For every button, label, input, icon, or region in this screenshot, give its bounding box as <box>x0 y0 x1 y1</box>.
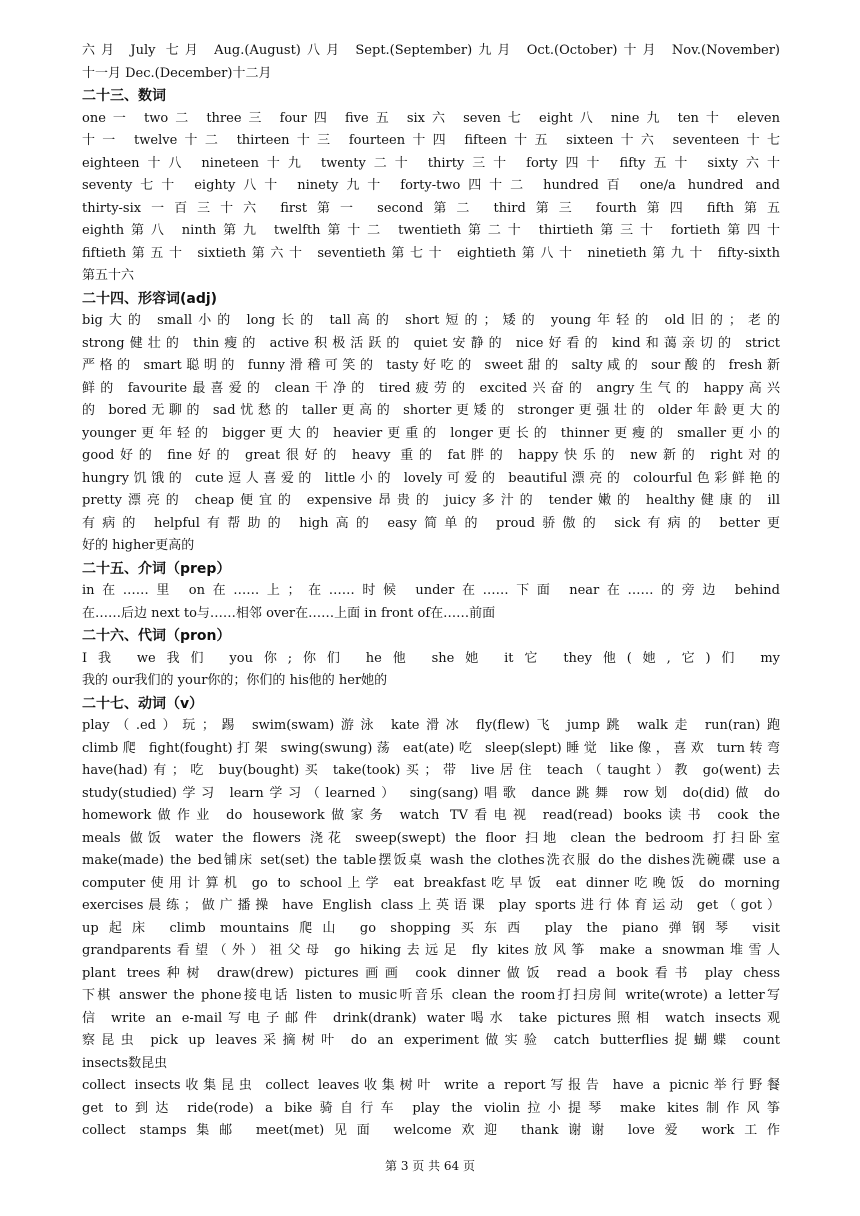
vocab-line: I我 we我们 you你;你们 he他 she她 it它 they他(她,它)们 my <box>82 650 780 666</box>
vocab-line: 信 write an e-mail写电子邮件 drink(drank) water喝水 take pictures照相 watch insects观 <box>82 1010 780 1026</box>
vocab-line: study(studied)学习 learn学习（learned） sing(sang)唱歌 dance跳舞 row划 do(did)做 do <box>82 785 780 801</box>
document-body <box>82 40 780 1143</box>
vocab-line: 严格的 smart聪明的 funny滑稽可笑的 tasty好吃的 sweet甜的 salty咸的 sour酸的 fresh新 <box>82 358 780 373</box>
vocab-line: strong健壮的 thin瘦的 active积极活跃的 quiet安静的 nice好看的 kind和蔼亲切的 strict <box>82 335 780 351</box>
vocab-line: 在……后边 next to与……相邻 over在……上面 in front of在……前面 <box>82 605 496 621</box>
vocab-line: one一 two二 three三 four四 five五 six六 seven七 eight八 nine九 ten十 eleven <box>82 110 780 126</box>
vocab-line: grandparents看望（外）祖父母 go hiking去远足 fly kites放风筝 make a snowman堆雪人 <box>82 943 780 958</box>
vocab-line: 十一月 Dec.(December)十二月 <box>82 65 272 81</box>
section-heading: 二十六、代词（pron） <box>82 628 231 644</box>
vocab-line: eighteen十八 nineteen十九 twenty二十 thirty三十 forty四十 fifty五十 sixty六十 <box>82 155 780 171</box>
vocab-line: eighth第八 ninth第九 twelfth第十二 twentieth第二十 thirtieth第三十 fortieth第四十 <box>82 223 780 238</box>
vocab-line: up起床 climb mountains爬山 go shopping买东西 play the piano弹钢琴 visit <box>82 920 780 936</box>
page-footer: 第 3 页 共 64 页 <box>385 1159 475 1173</box>
vocab-line: collect stamps集邮 meet(met)见面 welcome欢迎 thank谢谢 love爱 work工作 <box>82 1123 780 1138</box>
vocab-line: fiftieth第五十 sixtieth第六十 seventieth第七十 eightieth第八十 ninetieth第九十 fifty-sixth <box>82 245 780 261</box>
vocab-line: 的 bored无聊的 sad忧愁的 taller更高的 shorter更矮的 stronger更强壮的 older年龄更大的 <box>82 403 780 418</box>
vocab-line: 十一 twelve十二 thirteen十三 fourteen十四 fifteen十五 sixteen十六 seventeen十七 <box>82 133 780 148</box>
vocab-line: get to到达 ride(rode) a bike骑自行车 play the violin拉小提琴 make kites制作风筝 <box>82 1100 780 1116</box>
vocab-line: collect insects收集昆虫 collect leaves收集树叶 write a report写报告 have a picnic举行野餐 <box>82 1078 780 1093</box>
vocab-line: 第五十六 <box>82 268 135 283</box>
vocab-line: thirty-six一百三十六 first第一 second第二 third第三 fourth第四 fifth第五 <box>82 200 780 216</box>
vocab-line: climb爬 fight(fought)打架 swing(swung)荡 eat(ate)吃 sleep(slept)睡觉 like像，喜欢 turn转弯 <box>82 740 780 756</box>
vocab-line: 我的 our我们的 your你的；你们的 his他的 her她的 <box>82 673 388 688</box>
vocab-line: in在……里 on在……上；在……时候 under在……下面 near在……的旁边 behind <box>82 583 780 598</box>
section-heading: 二十三、数词 <box>82 88 166 104</box>
section-heading: 二十四、形容词(adj) <box>82 290 218 307</box>
vocab-line: 有病的 helpful有帮助的 high高的 easy简单的 proud骄傲的 sick有病的 better更 <box>82 515 780 531</box>
vocab-line: 下棋 answer the phone接电话 listen to music听音乐 clean the room打扫房间 write(wrote) a letter写 <box>82 988 780 1003</box>
vocab-line: 鲜的 favourite最喜爱的 clean干净的 tired疲劳的 excited兴奋的 angry生气的 happy高兴 <box>82 380 780 396</box>
vocab-line: big大的 small小的 long长的 tall高的 short短的；矮的 young年轻的 old旧的；老的 <box>82 313 780 328</box>
vocab-line: seventy七十 eighty八十 ninety九十 forty-two四十二 hundred百 one/a hundred and <box>82 178 780 193</box>
vocab-line: 察昆虫 pick up leaves采摘树叶 do an experiment做实验 catch butterflies捉蝴蝶 count <box>82 1033 780 1048</box>
vocab-line: 好的 higher更高的 <box>82 538 195 553</box>
vocab-line: younger更年轻的 bigger更大的 heavier更重的 longer更长的 thinner更瘦的 smaller更小的 <box>82 425 780 441</box>
vocab-line: make(made) the bed铺床 set(set) the table摆饭桌 wash the clothes洗衣服 do the dishes洗碗碟 use a <box>82 853 780 868</box>
vocab-line: exercises晨练；做广播操 have English class上英语课 play sports进行体育运动 get（got） <box>82 898 780 913</box>
vocab-line: hungry饥饿的 cute逗人喜爱的 little小的 lovely可爱的 beautiful漂亮的 colourful色彩鲜艳的 <box>82 470 780 486</box>
vocab-line: meals 做饭 water the flowers 浇花 sweep(swept) the floor 扫地 clean the bedroom 打扫卧室 <box>82 830 780 846</box>
vocab-line: have(had)有；吃 buy(bought)买 take(took)买；带 live居住 teach（taught）教 go(went)去 <box>82 763 780 778</box>
vocab-line: good好的 fine好的 great很好的 heavy 重的 fat胖的 happy快乐的 new新的 right对的 <box>82 448 780 463</box>
vocab-line: computer使用计算机 go to school上学 eat breakfast吃早饭 eat dinner吃晚饭 do morning <box>82 875 780 891</box>
vocab-line: homework做作业 do housework做家务 watch TV看电视 read(read) books读书 cook the <box>82 808 780 823</box>
section-heading: 二十七、动词（v） <box>82 695 204 712</box>
vocab-line: pretty漂亮的 cheap便宜的 expensive昂贵的 juicy多汁的 tender嫩的 healthy健康的 ill <box>82 493 780 508</box>
vocab-line: plant trees种树 draw(drew) pictures画画 cook dinner做饭 read a book看书 play chess <box>82 965 780 981</box>
vocab-line: 六月 July 七月 Aug.(August)八月 Sept.(September)九月 Oct.(October)十月 Nov.(November) <box>82 43 780 58</box>
section-heading: 二十五、介词（prep） <box>82 560 231 577</box>
vocab-line: play（.ed）玩；踢 swim(swam)游泳 kate滑冰 fly(flew)飞 jump跳 walk走 run(ran)跑 <box>82 718 780 733</box>
vocab-line: insects数昆虫 <box>82 1055 168 1071</box>
